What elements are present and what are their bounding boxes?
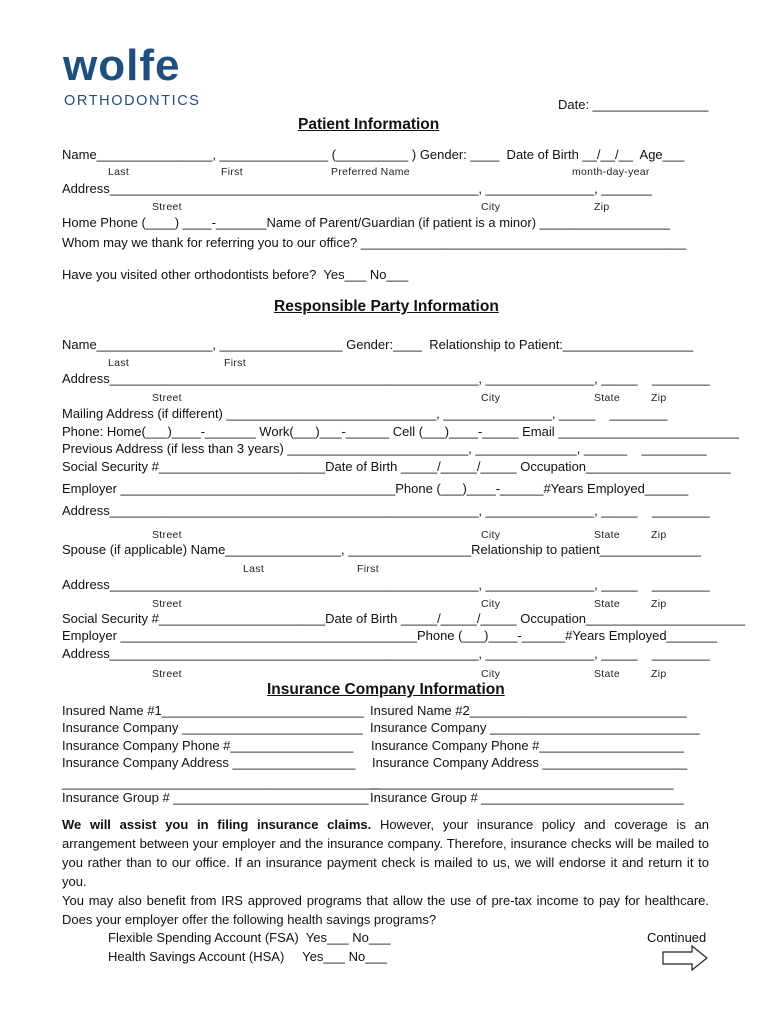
insurance-heading: Insurance Company Information [267, 681, 505, 698]
sub-city: City [481, 529, 501, 541]
irs-paragraph: You may also benefit from IRS approved programs that allow the use of pre-tax income to pay for healthcare. Does your employer offer the following health savings programs? [62, 893, 709, 927]
insurance-address-2[interactable]: Insurance Company Address ____________________ [372, 755, 688, 770]
logo-subtitle: ORTHODONTICS [64, 93, 201, 109]
sub-zip: Zip [651, 392, 667, 404]
insurance-group-1[interactable]: Insurance Group # ___________________________ [62, 790, 369, 805]
continued-label: Continued [647, 930, 707, 945]
patient-sub-preferred: Preferred Name [331, 166, 410, 178]
sub-state: State [594, 668, 621, 680]
patient-sub-street: Street [152, 201, 182, 213]
spouse-social-security-line[interactable]: Social Security #_______________________Date of Birth _____/_____/_____ Occupation______________________ [62, 611, 746, 626]
responsible-address-line[interactable]: Address___________________________________________________, _______________, _____ ________ [62, 371, 710, 386]
patient-name-line[interactable]: Name________________, _______________ (__________ ) Gender: ____ Date of Birth __/__/__ Age___ [62, 147, 685, 162]
sub-zip: Zip [651, 668, 667, 680]
patient-referral[interactable]: Whom may we thank for referring you to our office? _____________________________________________ [62, 235, 687, 250]
patient-visited[interactable]: Have you visited other orthodontists before? Yes___ No___ [62, 267, 409, 282]
insurance-address-1[interactable]: Insurance Company Address _________________ [62, 755, 356, 770]
responsible-name-line[interactable]: Name________________, _________________ Gender:____ Relationship to Patient:__________________ [62, 337, 694, 352]
patient-sub-first: First [221, 166, 243, 178]
responsible-heading: Responsible Party Information [274, 298, 499, 315]
insured-name-2[interactable]: Insured Name #2______________________________ [370, 703, 687, 718]
logo-wordmark: wolfe [63, 41, 181, 90]
patient-sub-zip: Zip [594, 201, 610, 213]
patient-address-line[interactable]: Address___________________________________________________, _______________, _______ [62, 181, 652, 196]
claims-body: However, your insurance policy and coverage is an arrangement between your employer and the insurance company. Therefore, insurance checks will be mailed to you rather than to our office. If an insurance payment check is mailed to us, we will endorse it and return it to you. [62, 817, 709, 889]
social-security-line[interactable]: Social Security #_______________________Date of Birth _____/_____/_____ Occupation____________________ [62, 459, 731, 474]
previous-address[interactable]: Previous Address (if less than 3 years) _________________________, ______________, ______ _________ [62, 441, 707, 456]
claims-paragraph [62, 815, 709, 891]
insurance-address-1-line2[interactable]: ____________________________________________ [62, 775, 381, 790]
patient-home-phone[interactable]: Home Phone (____) ____-_______Name of Parent/Guardian (if patient is a minor) __________________ [62, 215, 670, 230]
spouse-name-line[interactable]: Spouse (if applicable) Name________________, _________________Relationship to patient______________ [62, 542, 701, 557]
sub-street: Street [152, 598, 182, 610]
patient-sub-dob: month-day-year [572, 166, 650, 178]
patient-sub-last: Last [108, 166, 130, 178]
responsible-sub-last: Last [108, 357, 130, 369]
continued-arrow-icon [662, 945, 708, 971]
date-field[interactable]: Date: ________________ [558, 97, 709, 112]
sub-state: State [594, 392, 621, 404]
responsible-sub-first: First [224, 357, 246, 369]
patient-heading: Patient Information [298, 116, 440, 133]
sub-state: State [594, 529, 621, 541]
insurance-company-1[interactable]: Insurance Company _________________________ [62, 720, 363, 735]
fsa-question[interactable]: Flexible Spending Account (FSA) Yes___ No___ [108, 930, 391, 945]
spouse-employer-address-line[interactable]: Address___________________________________________________, _______________, _____ ________ [62, 646, 710, 661]
sub-street: Street [152, 392, 182, 404]
insurance-phone-1[interactable]: Insurance Company Phone #_________________ [62, 738, 354, 753]
insurance-address-2-line2[interactable]: __________________________________________ [370, 775, 674, 790]
claims-bold-lead: We will assist you in filing insurance claims. [62, 817, 372, 832]
spouse-sub-first: First [357, 563, 379, 575]
sub-city: City [481, 392, 501, 404]
patient-sub-city: City [481, 201, 501, 213]
sub-zip: Zip [651, 598, 667, 610]
phone-line[interactable]: Phone: Home(___)____-_______ Work(___)___-______ Cell (___)____-_____ Email _________________________ [62, 424, 739, 439]
spouse-sub-last: Last [243, 563, 265, 575]
sub-street: Street [152, 529, 182, 541]
employer-line[interactable]: Employer ______________________________________Phone (___)____-______#Years Employed______ [62, 481, 689, 496]
insured-name-1[interactable]: Insured Name #1____________________________ [62, 703, 365, 718]
insurance-group-2[interactable]: Insurance Group # ____________________________ [370, 790, 684, 805]
sub-zip: Zip [651, 529, 667, 541]
spouse-employer-line[interactable]: Employer _________________________________________Phone (___)____-______#Years Employed_______ [62, 628, 718, 643]
spouse-address-line[interactable]: Address___________________________________________________, _______________, _____ ________ [62, 577, 710, 592]
insurance-phone-2[interactable]: Insurance Company Phone #____________________ [371, 738, 684, 753]
employer-address-line[interactable]: Address___________________________________________________, _______________, _____ ________ [62, 503, 710, 518]
sub-street: Street [152, 668, 182, 680]
insurance-company-2[interactable]: Insurance Company _____________________________ [370, 720, 700, 735]
sub-state: State [594, 598, 621, 610]
sub-city: City [481, 668, 501, 680]
mailing-address[interactable]: Mailing Address (if different) _____________________________, _______________, _____ ________ [62, 406, 668, 421]
sub-city: City [481, 598, 501, 610]
hsa-question[interactable]: Health Savings Account (HSA) Yes___ No___ [108, 949, 387, 964]
